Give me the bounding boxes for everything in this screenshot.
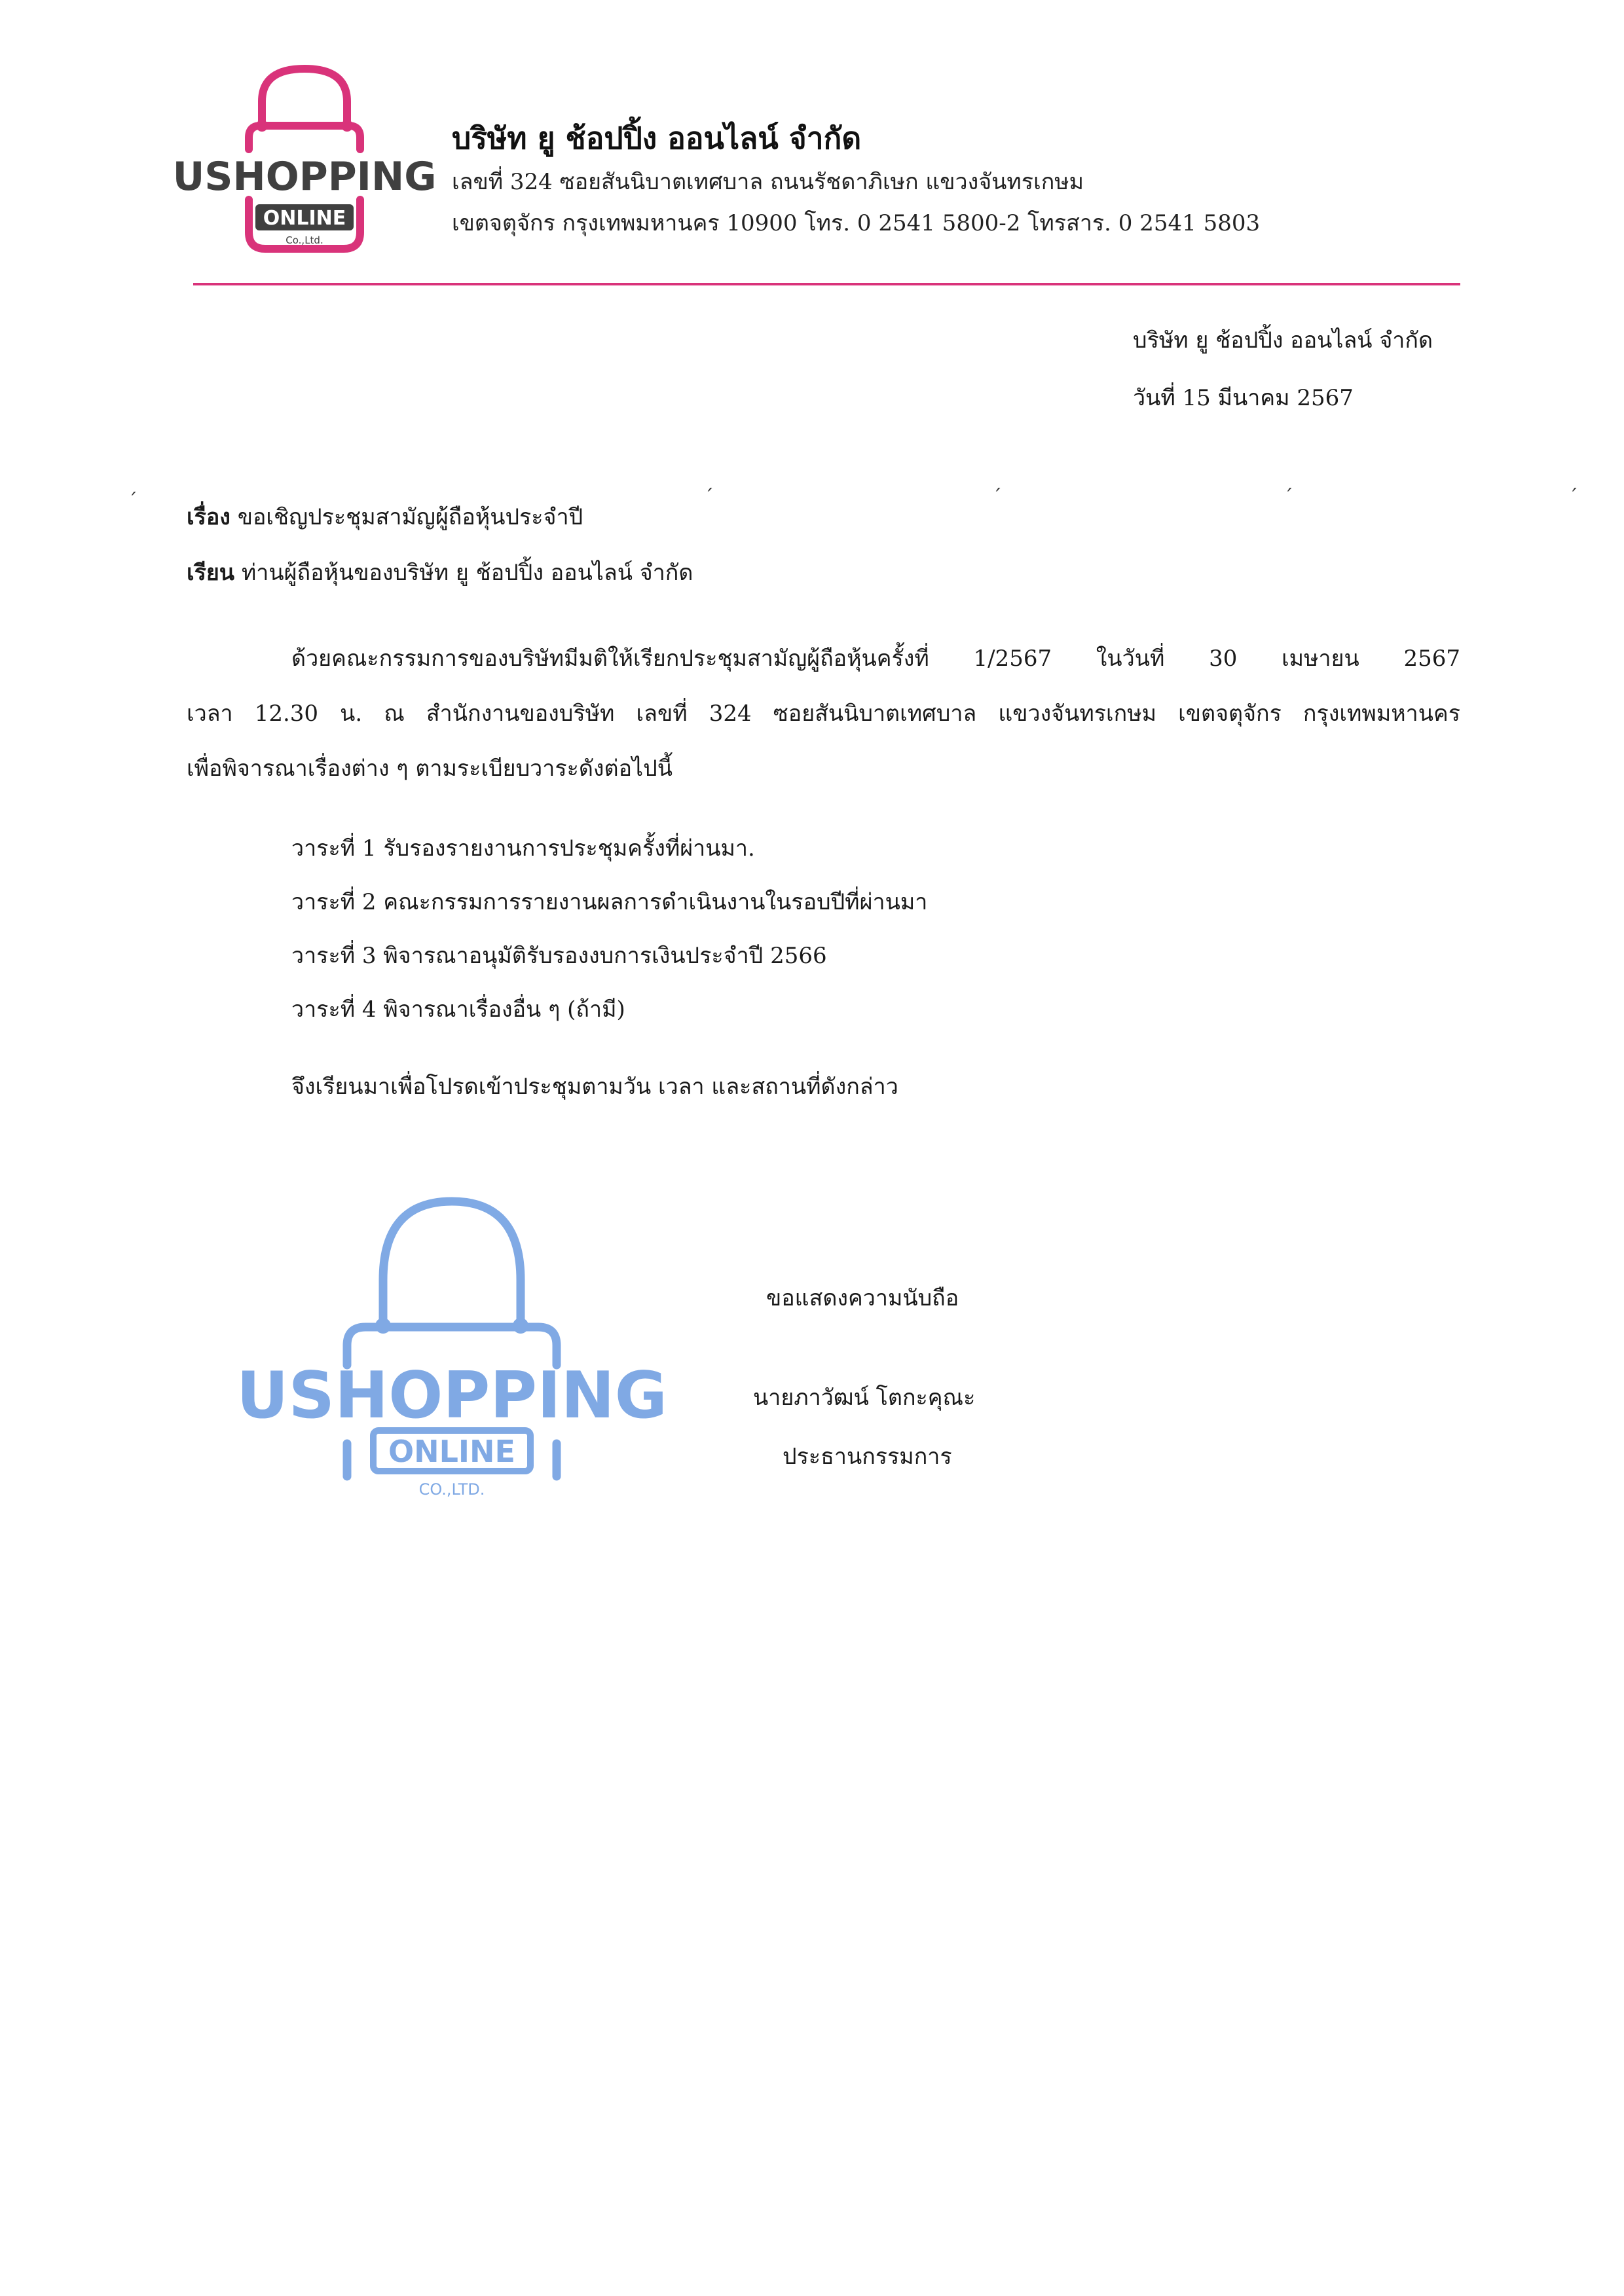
header-divider	[193, 283, 1460, 285]
issuer-name: บริษัท ยู ช้อปปิ้ง ออนไลน์ จำกัด	[1133, 327, 1433, 354]
subject-text: ขอเชิญประชุมสามัญผู้ถือหุ้นประจำปี	[237, 504, 583, 530]
scan-mark: ˊ	[992, 486, 1002, 509]
body-paragraph-line-1: ด้วยคณะกรรมการของบริษัทมีมติให้เรียกประชุมสามัญผู้ถือหุ้นครั้งที่ 1/2567 ในวันที่ 30 เมษายน 2567	[291, 646, 1460, 672]
recipient-label: เรียน	[187, 560, 235, 586]
signer-name: นายภาวัฒน์ โตกะคุณะ	[753, 1385, 976, 1411]
scan-mark: ˊ	[1283, 486, 1293, 509]
logo-sub: ONLINE	[263, 207, 346, 230]
closing-statement: จึงเรียนมาเพื่อโปรดเข้าประชุมตามวัน เวลา และสถานที่ดังกล่าว	[291, 1074, 898, 1100]
address-line-1: เลขที่ 324 ซอยสันนิบาตเทศบาล ถนนรัชดาภิเษก แขวงจันทรเกษม	[452, 169, 1084, 195]
scan-mark: ˊ	[128, 490, 138, 513]
body-paragraph-line-3: เพื่อพิจารณาเรื่องต่าง ๆ ตามระเบียบวาระดังต่อไปนี้	[187, 756, 673, 782]
company-logo	[172, 65, 437, 262]
logo-word: USHOPPING	[172, 154, 437, 200]
company-name: บริษัท ยู ช้อปปิ้ง ออนไลน์ จำกัด	[452, 120, 862, 156]
subject-line	[187, 499, 583, 534]
regards: ขอแสดงความนับถือ	[766, 1285, 959, 1311]
stamp-co: CO.,LTD.	[418, 1480, 485, 1499]
company-stamp	[236, 1188, 668, 1503]
address-line-2: เขตจตุจักร กรุงเทพมหานคร 10900 โทร. 0 2541 5800-2 โทรสาร. 0 2541 5803	[452, 210, 1261, 236]
agenda-item-2: วาระที่ 2 คณะกรรมการรายงานผลการดำเนินงานในรอบปีที่ผ่านมา	[291, 889, 928, 915]
recipient-text: ท่านผู้ถือหุ้นของบริษัท ยู ช้อปปิ้ง ออนไลน์ จำกัด	[241, 560, 693, 586]
agenda-item-1: วาระที่ 1 รับรองรายงานการประชุมครั้งที่ผ่านมา.	[291, 835, 755, 862]
scan-mark: ˊ	[1568, 486, 1578, 509]
scan-mark: ˊ	[704, 486, 714, 509]
signer-title: ประธานกรรมการ	[783, 1444, 952, 1470]
letter-date: วันที่ 15 มีนาคม 2567	[1133, 385, 1354, 411]
logo-co: Co.,Ltd.	[286, 234, 323, 246]
stamp-sub: ONLINE	[388, 1434, 515, 1469]
agenda-item-4: วาระที่ 4 พิจารณาเรื่องอื่น ๆ (ถ้ามี)	[291, 996, 625, 1023]
stamp-word: USHOPPING	[236, 1358, 668, 1433]
body-paragraph-line-2: เวลา 12.30 น. ณ สำนักงานของบริษัท เลขที่ 324 ซอยสันนิบาตเทศบาล แขวงจันทรเกษม เขตจตุจักร กรุงเทพมหานคร	[187, 701, 1460, 727]
recipient-line	[187, 555, 693, 590]
agenda-item-3: วาระที่ 3 พิจารณาอนุมัติรับรองงบการเงินประจำปี 2566	[291, 943, 827, 969]
subject-label: เรื่อง	[187, 504, 231, 530]
